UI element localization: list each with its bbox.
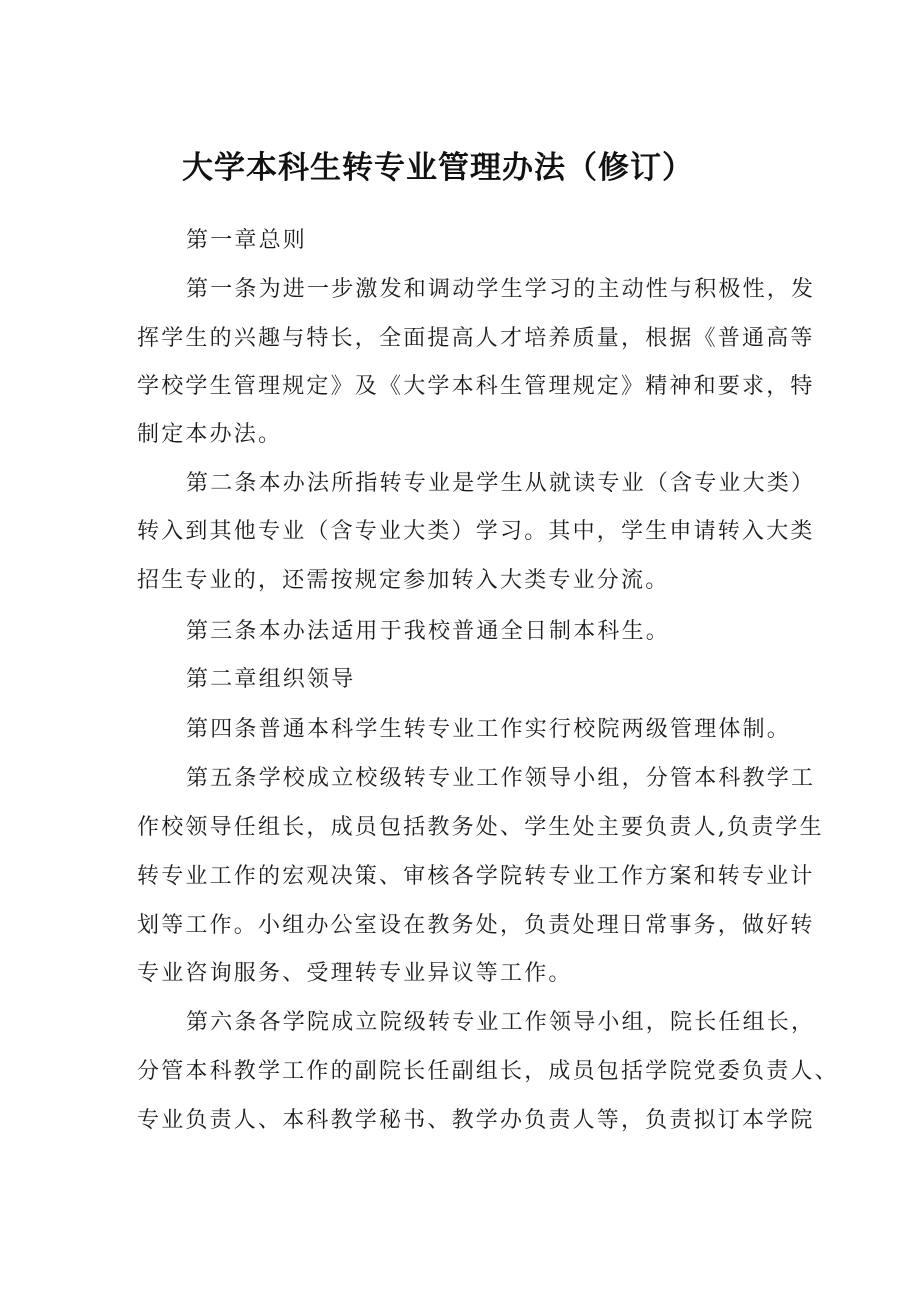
article-3-line-1: 第三条本办法适用于我校普通全日制本科生。 [186, 619, 671, 644]
article-6-line-2: 分管本科教学工作的副院长任副组长，成员包括学院党委负责人、 [137, 1059, 839, 1084]
article-2-line-3: 招生专业的，还需按规定参加转入大类专业分流。 [137, 568, 670, 593]
document-title: 大学本科生转专业管理办法（修订） [182, 150, 694, 186]
article-5-line-5: 专业咨询服务、受理转专业异议等工作。 [137, 961, 573, 986]
chapter-2-heading: 第二章组织领导 [186, 667, 356, 692]
article-4-line-1: 第四条普通本科学生转专业工作实行校院两级管理体制。 [186, 717, 792, 742]
article-1-line-2: 挥学生的兴趣与特长，全面提高人才培养质量，根据《普通高等 [137, 326, 815, 351]
chapter-1-heading: 第一章总则 [186, 228, 308, 253]
article-1-line-1: 第一条为进一步激发和调动学生学习的主动性与积极性，发 [186, 277, 816, 302]
article-5-line-3: 转专业工作的宏观决策、审核各学院转专业工作方案和转专业计 [137, 864, 815, 889]
article-2-line-1: 第二条本办法所指转专业是学生从就读专业（含专业大类） [186, 471, 816, 496]
article-5-line-4: 划等工作。小组办公室设在教务处，负责处理日常事务，做好转 [137, 913, 815, 938]
article-6-line-1: 第六条各学院成立院级转专业工作领导小组，院长任组长， [186, 1010, 816, 1035]
article-1-line-4: 制定本办法。 [137, 422, 283, 447]
article-6-line-3: 专业负责人、本科教学秘书、教学办负责人等，负责拟订本学院 [137, 1108, 815, 1133]
article-1-line-3: 学校学生管理规定》及《大学本科生管理规定》精神和要求，特 [137, 374, 815, 399]
article-5-line-1: 第五条学校成立校级转专业工作领导小组，分管本科教学工 [186, 766, 816, 791]
article-2-line-2: 转入到其他专业（含专业大类）学习。其中，学生申请转入大类 [137, 519, 815, 544]
article-5-line-2: 作校领导任组长，成员包括教务处、学生处主要负责人,负责学生 [137, 815, 824, 840]
